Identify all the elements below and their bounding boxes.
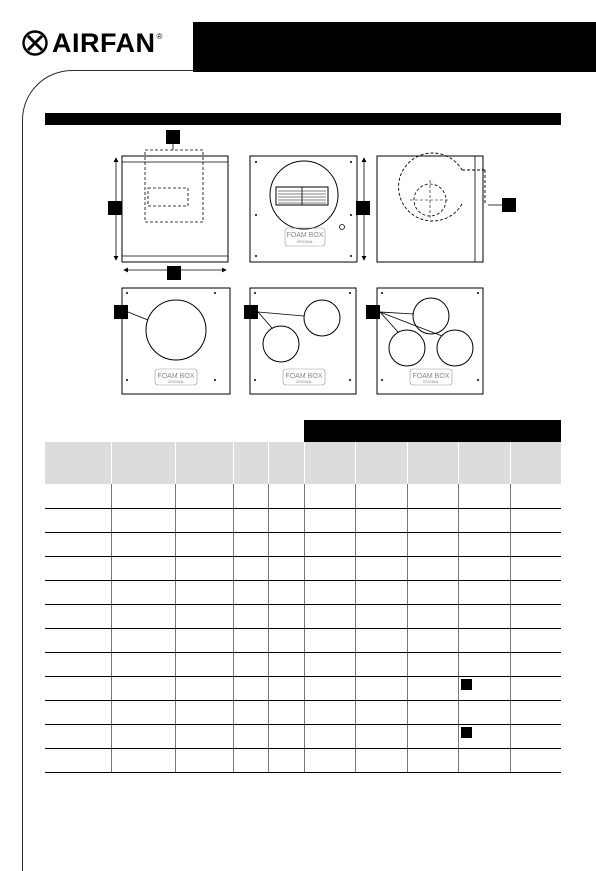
table-cell (45, 580, 111, 604)
table-cell (407, 700, 458, 724)
foam-box-sublabel-1: ORIGINAL (296, 240, 314, 244)
table-cell (458, 556, 510, 580)
dark-header-cell (304, 420, 355, 442)
table-row (45, 604, 561, 628)
table-cell (111, 628, 175, 652)
table-cell (268, 484, 304, 508)
table-cell (355, 628, 407, 652)
table-row (45, 532, 561, 556)
dark-header-cell (407, 420, 458, 442)
dim-badge-depth (356, 201, 370, 215)
table-cell (111, 484, 175, 508)
table-row (45, 580, 561, 604)
table-cell (268, 652, 304, 676)
table-cell (355, 652, 407, 676)
port-badge-1 (114, 305, 128, 319)
dim-badge-top (166, 130, 180, 144)
table-cell (355, 676, 407, 700)
table-cell (355, 580, 407, 604)
table-cell (111, 676, 175, 700)
table-cell (407, 556, 458, 580)
table-cell (175, 652, 233, 676)
dim-badge-side (502, 198, 516, 212)
table-cell (355, 484, 407, 508)
table-cell (458, 676, 510, 700)
table-cell (407, 652, 458, 676)
table-cell (407, 628, 458, 652)
table-cell (458, 700, 510, 724)
table-cell (111, 724, 175, 748)
table-cell (111, 748, 175, 772)
table-cell (407, 580, 458, 604)
table-cell (268, 508, 304, 532)
table-cell (45, 652, 111, 676)
table-cell (458, 748, 510, 772)
inlet-view-diagram (377, 153, 516, 262)
table-cell (175, 580, 233, 604)
table-cell (268, 700, 304, 724)
dim-badge-width (167, 266, 181, 280)
registered-mark: ® (156, 32, 163, 41)
foam-box-sublabel-3: ORIGINAL (295, 380, 313, 384)
table-cell (233, 652, 268, 676)
table-cell (268, 604, 304, 628)
table-cell (355, 604, 407, 628)
table-row (45, 676, 561, 700)
table-cell (268, 748, 304, 772)
table-cell (233, 580, 268, 604)
table-row (45, 652, 561, 676)
dimension-drawings (0, 0, 596, 420)
table-body (45, 484, 561, 772)
table-cell (304, 556, 355, 580)
table-cell (510, 724, 561, 748)
table-cell (45, 532, 111, 556)
table-cell (355, 700, 407, 724)
table-cell (233, 676, 268, 700)
table-cell (45, 604, 111, 628)
port-badge-3 (366, 305, 380, 319)
table-cell (510, 628, 561, 652)
table-cell (355, 532, 407, 556)
foam-box-sublabel-2: ORIGINAL (167, 380, 185, 384)
table-cell (175, 484, 233, 508)
table-cell (175, 628, 233, 652)
table-cell (458, 604, 510, 628)
table-cell (268, 580, 304, 604)
table-cell (175, 556, 233, 580)
table-cell (510, 556, 561, 580)
table-cell (233, 724, 268, 748)
table-cell (355, 748, 407, 772)
table-cell (510, 580, 561, 604)
table-cell (45, 676, 111, 700)
foam-box-label-2: FOAM BOX (157, 373, 195, 380)
table-cell (268, 676, 304, 700)
table-cell (111, 508, 175, 532)
table-cell (111, 604, 175, 628)
table-cell (304, 628, 355, 652)
table-cell (510, 748, 561, 772)
port-badge-2 (244, 305, 258, 319)
table-row (45, 724, 561, 748)
table-cell (111, 652, 175, 676)
table-cell (458, 508, 510, 532)
table-cell (304, 580, 355, 604)
table-cell (233, 748, 268, 772)
table-cell (304, 700, 355, 724)
table-cell (175, 748, 233, 772)
table-cell (458, 628, 510, 652)
note-badge (461, 727, 472, 738)
table-cell (45, 556, 111, 580)
table-cell (111, 532, 175, 556)
front-view-diagram (108, 130, 228, 280)
table-cell (355, 508, 407, 532)
foam-box-label-4: FOAM BOX (412, 373, 450, 380)
table-cell (355, 724, 407, 748)
table-row (45, 700, 561, 724)
table-row (45, 508, 561, 532)
table-cell (45, 748, 111, 772)
table-cell (510, 652, 561, 676)
table-cell (175, 508, 233, 532)
table-cell (175, 700, 233, 724)
foam-box-label-3: FOAM BOX (285, 373, 323, 380)
table-cell (45, 484, 111, 508)
table-cell (407, 724, 458, 748)
table-cell (45, 700, 111, 724)
table-cell (268, 628, 304, 652)
table-cell (510, 604, 561, 628)
dark-header-cell (355, 420, 407, 442)
table-cell (175, 532, 233, 556)
table-cell (407, 748, 458, 772)
table-cell (407, 604, 458, 628)
table-cell (510, 508, 561, 532)
table-cell (458, 724, 510, 748)
table-cell (304, 508, 355, 532)
specification-table (45, 420, 561, 773)
table-cell (233, 484, 268, 508)
dim-badge-height (108, 201, 122, 215)
table-header-dark-row (45, 420, 561, 442)
dark-header-cell (458, 420, 510, 442)
table-cell (233, 604, 268, 628)
table-cell (458, 532, 510, 556)
table-cell (175, 604, 233, 628)
brand-name: AIRFAN (52, 28, 156, 58)
table-cell (304, 484, 355, 508)
table-cell (304, 532, 355, 556)
table-header-grey-row (45, 442, 561, 484)
table-cell (268, 724, 304, 748)
foam-box-sublabel-4: ORIGINAL (422, 380, 440, 384)
table-cell (510, 676, 561, 700)
table-row (45, 628, 561, 652)
table-row (45, 556, 561, 580)
dark-header-cell (510, 420, 561, 442)
table-cell (111, 700, 175, 724)
table-cell (407, 532, 458, 556)
table-cell (458, 652, 510, 676)
table-cell (304, 724, 355, 748)
table-cell (175, 676, 233, 700)
table-cell (111, 580, 175, 604)
table-cell (304, 748, 355, 772)
table-row (45, 484, 561, 508)
table-cell (510, 484, 561, 508)
table-cell (233, 508, 268, 532)
table-cell (45, 628, 111, 652)
table-cell (268, 532, 304, 556)
table-cell (268, 556, 304, 580)
table-cell (458, 484, 510, 508)
table-cell (111, 556, 175, 580)
table-row (45, 748, 561, 772)
table-cell (175, 724, 233, 748)
table-cell (458, 580, 510, 604)
table-cell (355, 556, 407, 580)
table-cell (510, 532, 561, 556)
table-cell (45, 508, 111, 532)
note-badge (461, 679, 472, 690)
table-cell (233, 628, 268, 652)
foam-box-label-1: FOAM BOX (286, 232, 324, 239)
table-cell (45, 724, 111, 748)
table-cell (233, 700, 268, 724)
outlet-view-diagram (250, 156, 370, 262)
table-cell (407, 508, 458, 532)
table-cell (233, 532, 268, 556)
table-cell (304, 676, 355, 700)
table-cell (407, 484, 458, 508)
table-cell (510, 700, 561, 724)
table-cell (304, 652, 355, 676)
table-cell (233, 556, 268, 580)
table-cell (407, 676, 458, 700)
table-cell (304, 604, 355, 628)
